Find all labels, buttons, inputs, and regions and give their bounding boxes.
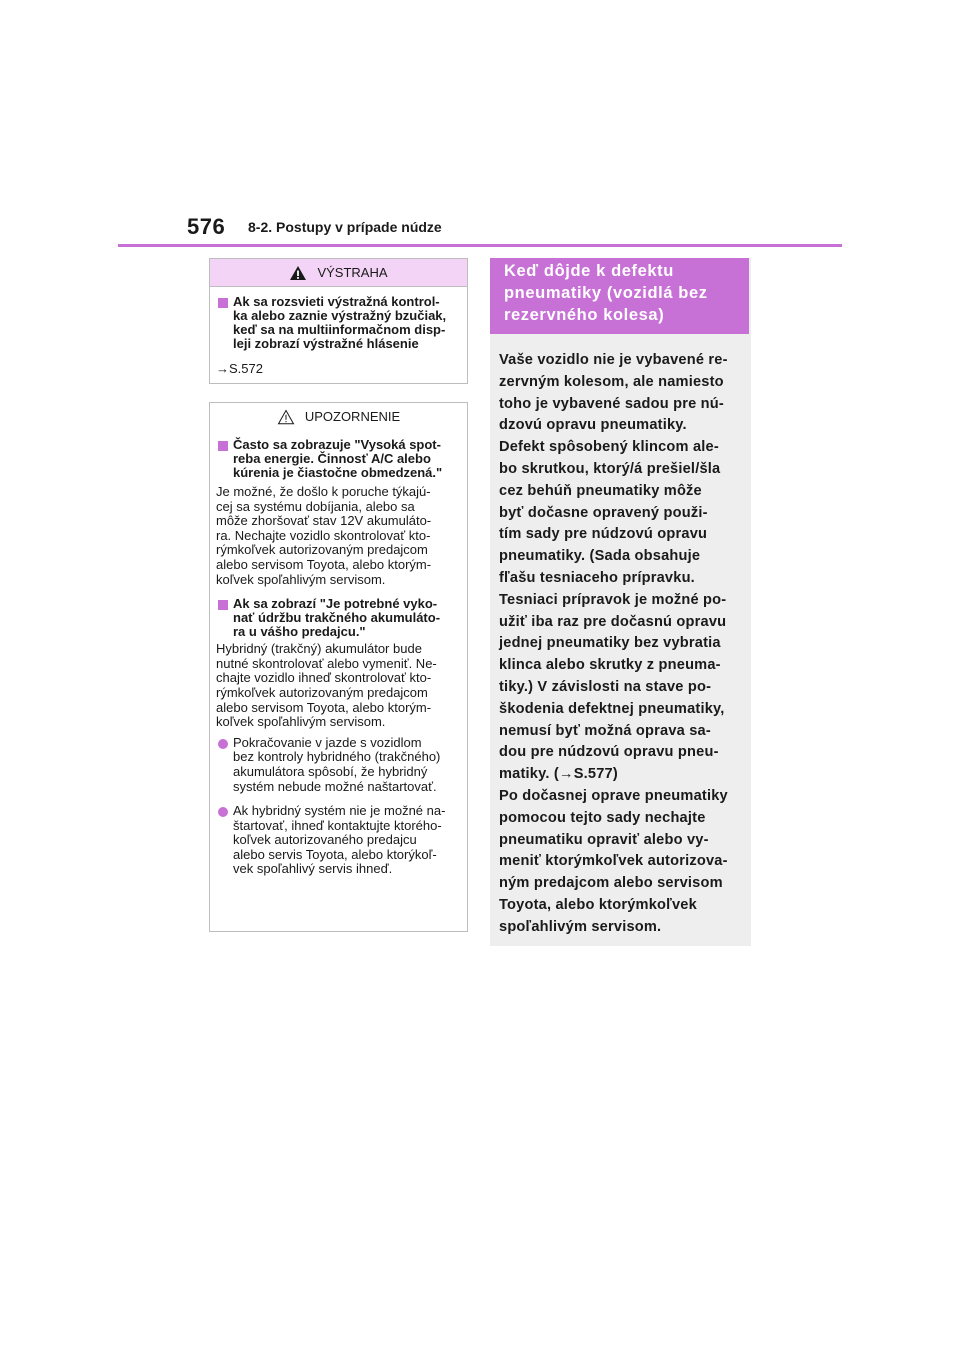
notice-item bbox=[216, 438, 461, 480]
info-heading: Keď dôjde k defektu pneumatiky (vozidlá bez rezervného kolesa) bbox=[490, 258, 749, 334]
notice-bullet bbox=[216, 804, 461, 877]
warning-body bbox=[210, 287, 467, 376]
page-number: 576 bbox=[187, 214, 226, 239]
square-bullet-icon bbox=[218, 298, 228, 308]
square-bullet-icon bbox=[218, 441, 228, 451]
notice-label: UPOZORNENIE bbox=[304, 409, 401, 424]
notice-item-title: Často sa zobrazuje "Vysoká spot- reba energie. Činnosť A/C alebo kúrenia je čiastočne obmedzená." bbox=[233, 437, 443, 480]
notice-item-title: Ak sa zobrazí "Je potrebné vyko- nať údržbu trakčného akumuláto- ra u vášho predajcu." bbox=[233, 596, 441, 640]
round-bullet-icon bbox=[218, 739, 228, 749]
notice-bullet-text: Ak hybridný systém nie je možné na- štartovať, ihneď kontaktujte ktorého- koľvek autorizovaného predajcu alebo servis Toyota, alebo ktorýkoľ- vek spoľahlivý servis ihneď. bbox=[233, 803, 446, 877]
section-title: 8-2. Postupy v prípade núdze bbox=[248, 219, 442, 235]
notice-item-text: Je možné, že došlo k poruche týkajú- cej sa systému dobíjania, alebo sa môže zhoršovať stav 12V akumuláto- ra. Nechajte vozidlo skontrolovať kto- rýmkoľvek autorizovaným predajcom alebo servisom Toyota, alebo ktorým- koľvek spoľahlivým servisom. bbox=[216, 484, 432, 587]
round-bullet-icon bbox=[218, 807, 228, 817]
warning-page-reference[interactable]: →S.572 bbox=[216, 361, 263, 376]
info-body-text: Vaše vozidlo nie je vybavené re- zervným kolesom, ale namiesto toho je vybavené sadou pre nú- dzovú opravu pneumatiky. Defekt spôsobený klincom ale- bo skrutkou, ktorý/á prešiel/šla cez behúň pneumatiky môže byť dočasne opravený použi- tím sady pre núdzovú opravu pneumatiky. (Sada obsahuje fľašu tesniaceho prípravku. Tesniaci prípravok je možné po- užiť iba raz pre dočasnú opravu jednej pneumatiky bez vybratia klinca alebo skrutky z pneuma- tiky.) V závislosti na stave po- škodenia defektnej pneumatiky, nemusí byť možná oprava sa- dou pre núdzovú opravu pneu- matiky. (→S.577) Po dočasnej oprave pneumatiky pomocou tejto sady nechajte pneumatiku opraviť alebo vy- meniť ktorýmkoľvek autorizova- ným predajcom alebo servisom Toyota, alebo ktorýmkoľvek spoľahlivým servisom. bbox=[499, 352, 728, 935]
notice-bullet-text: Pokračovanie v jazde s vozidlom bez kontroly hybridného (trakčného) akumulátora spôsobí, že hybridný systém nebude možné naštartovať. bbox=[233, 734, 441, 794]
warning-item bbox=[216, 295, 461, 351]
notice-bullet bbox=[216, 736, 461, 794]
warning-label: VÝSTRAHA bbox=[317, 265, 388, 280]
header-rule bbox=[118, 244, 842, 247]
warning-box bbox=[209, 258, 468, 384]
warning-header bbox=[210, 259, 467, 287]
square-bullet-icon bbox=[218, 600, 228, 610]
warning-item-title: Ak sa rozsvieti výstražná kontrol- ka alebo zaznie výstražný bzučiak, keď sa na multiinformačnom disp- leji zobrazí výstražné hlásenie bbox=[233, 294, 447, 351]
notice-body bbox=[210, 430, 467, 877]
warning-triangle-icon bbox=[289, 265, 307, 281]
notice-box bbox=[209, 402, 468, 932]
notice-item-text: Hybridný (trakčný) akumulátor bude nutné skontrolovať alebo vymeniť. Ne- chajte vozidlo ihneď skontrolovať kto- rýmkoľvek autorizovaným predajcom alebo servisom Toyota, alebo ktorým- koľvek spoľahlivým servisom. bbox=[216, 641, 437, 730]
info-panel bbox=[490, 258, 751, 946]
notice-triangle-icon bbox=[277, 409, 295, 425]
notice-header bbox=[210, 403, 467, 430]
notice-item bbox=[216, 597, 461, 639]
